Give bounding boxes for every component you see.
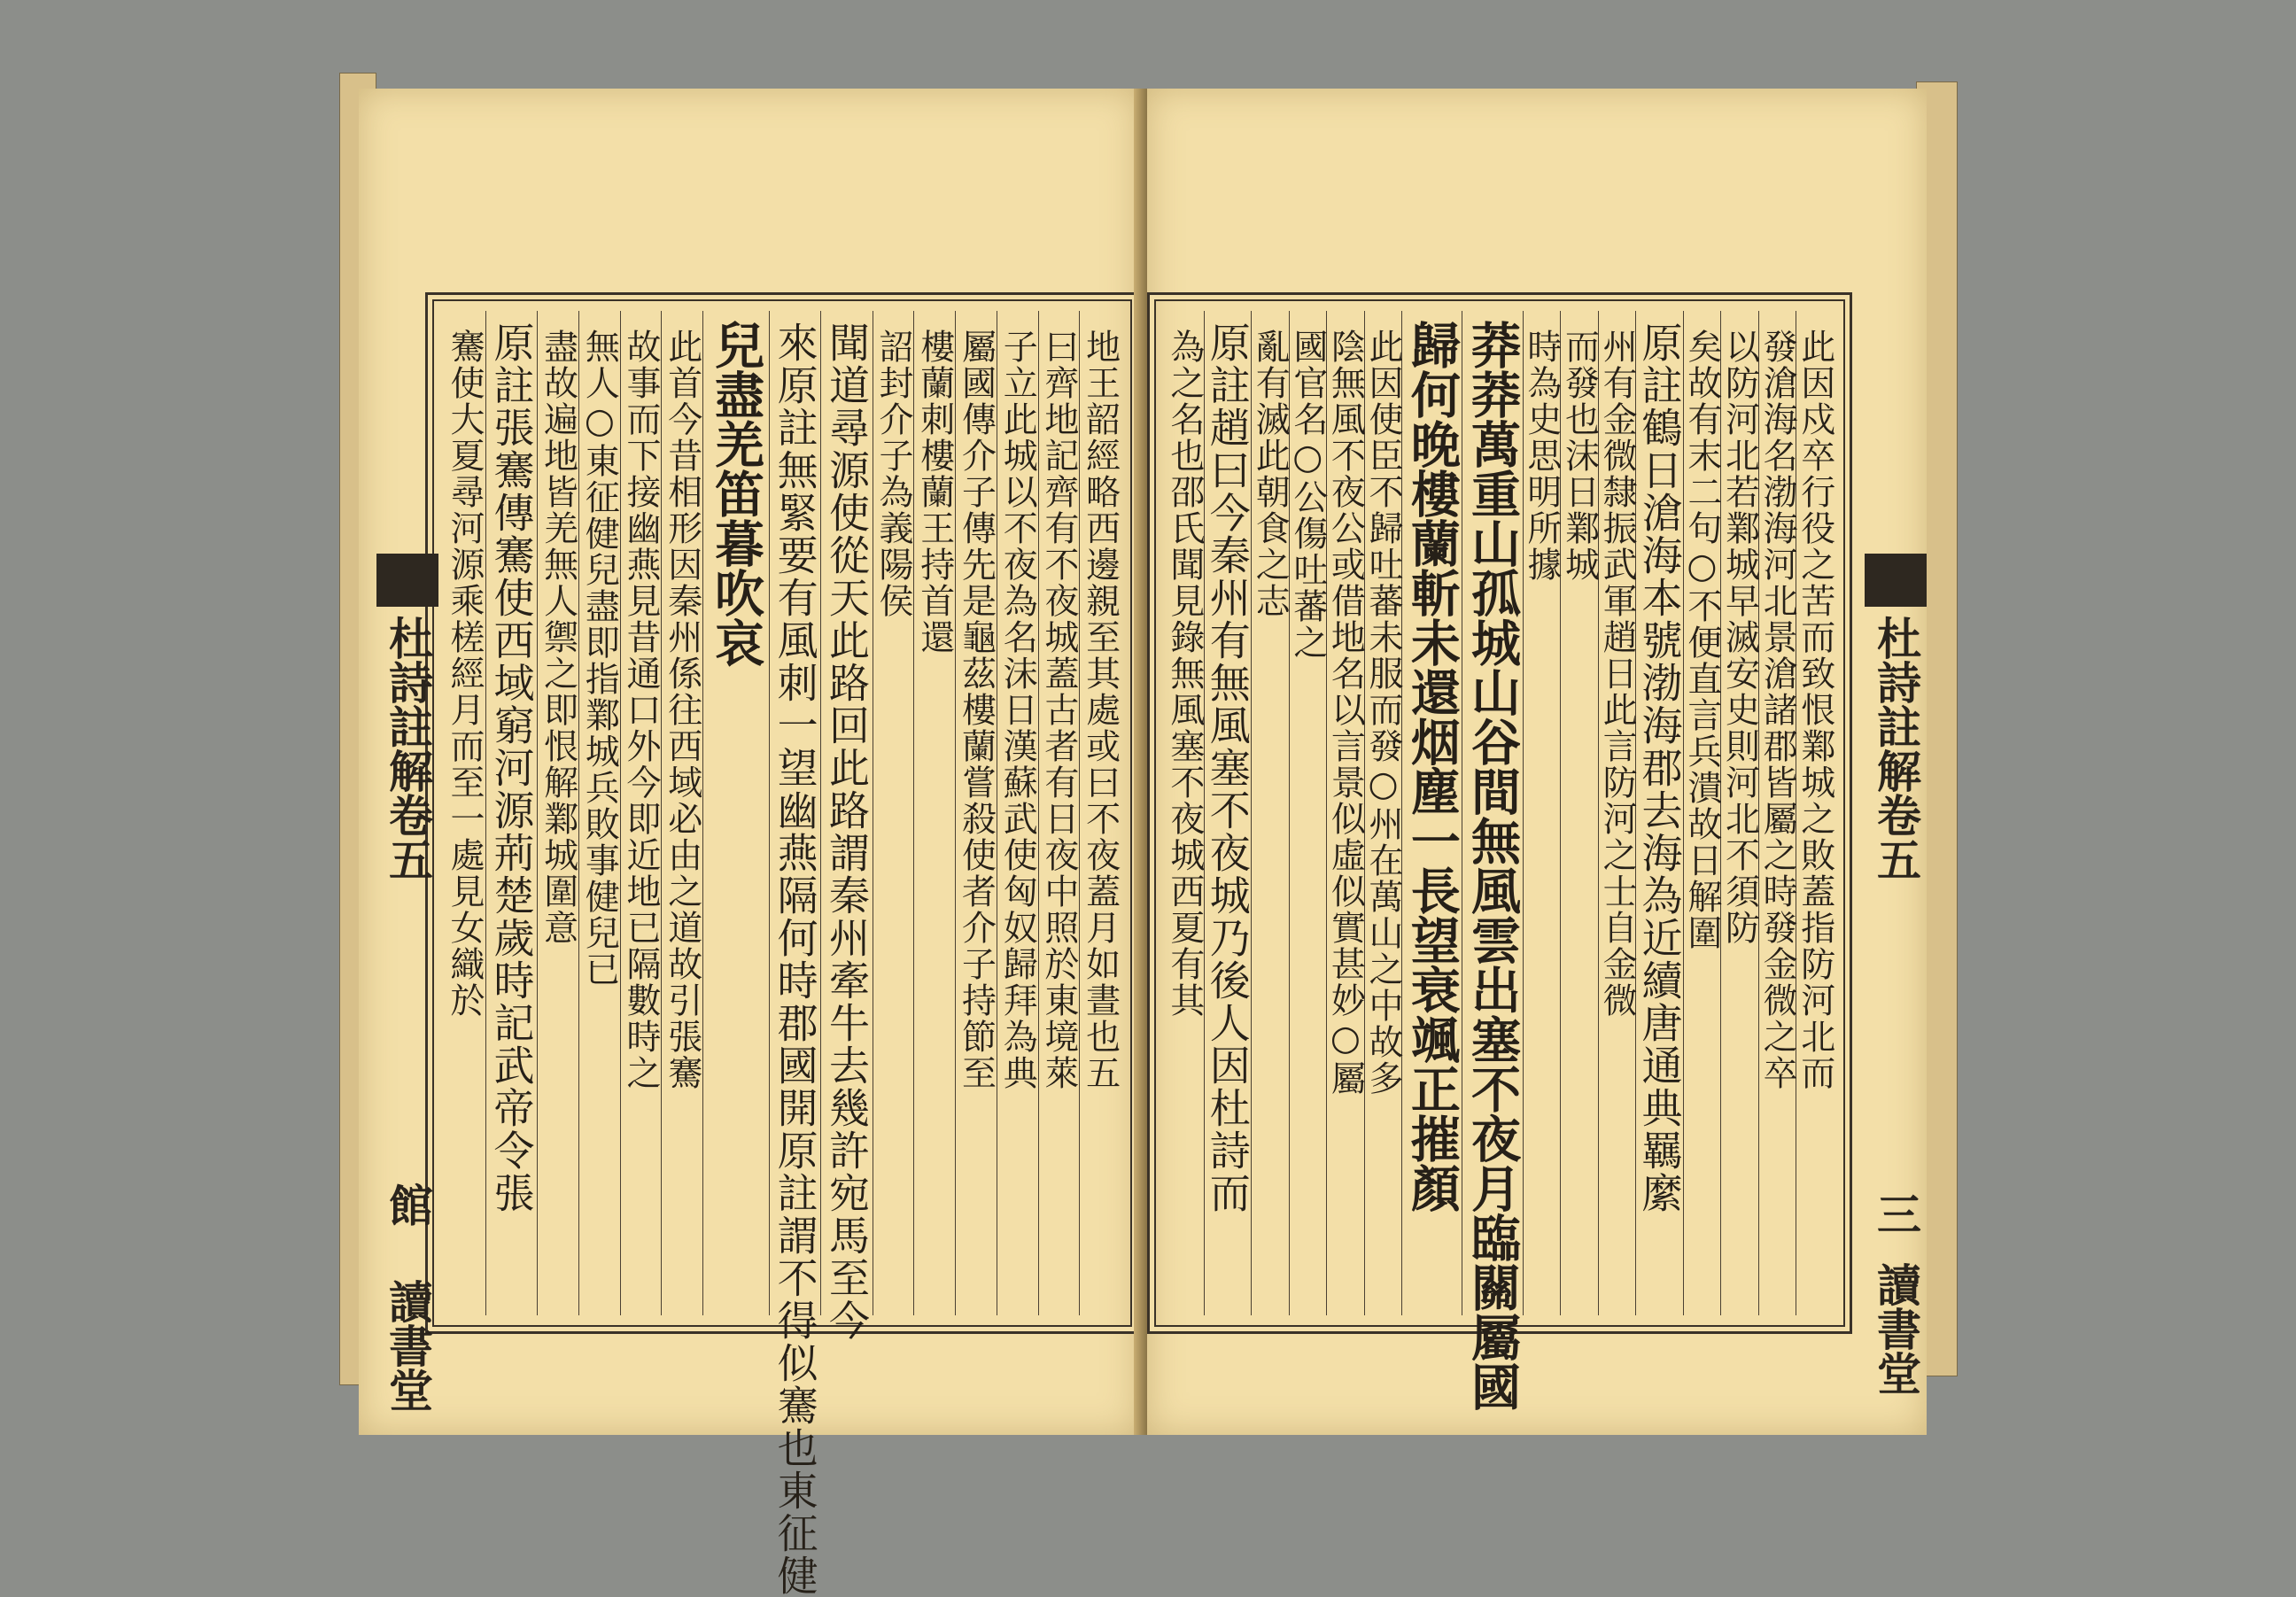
column-text: 為之名也邵氏聞見錄無風塞不夜城西夏有其	[1164, 329, 1205, 1019]
column-text: 州有金微隸振武軍趙日此言防河之士自金微	[1597, 329, 1638, 1019]
column-text: 而發也沫日鄴城	[1559, 329, 1600, 583]
left-page-column	[1079, 311, 1121, 1315]
column-text: 原註鶴日滄海本號渤海郡去海為近續唐通典羈縻	[1635, 322, 1684, 1214]
right-page-banner	[1865, 297, 1927, 1395]
left-page-column	[820, 311, 872, 1342]
left-page-column	[537, 311, 578, 1315]
left-publisher: 館 讀書堂	[382, 1182, 434, 1412]
column-text: 樓蘭刺樓蘭王持首還	[914, 329, 955, 655]
right-banner-title: 杜詩註解卷五	[1870, 616, 1922, 881]
right-page-column	[1796, 311, 1834, 1315]
right-page-column	[1326, 311, 1364, 1315]
column-text: 曰齊地記齊有不夜城蓋古者有日夜中照於東境萊	[1038, 329, 1079, 1091]
left-page-column	[1038, 311, 1080, 1315]
left-page-banner	[376, 297, 438, 1412]
right-page-column	[1401, 311, 1462, 1315]
column-text: 此因戍卒行役之苦而致恨鄴城之敗蓋指防河北而	[1795, 329, 1835, 1091]
left-page-column	[444, 311, 485, 1315]
column-text: 原註張騫傳騫使西域窮河源荊楚歲時記武帝令張	[487, 322, 536, 1214]
column-text: 詔封介子為義陽侯	[873, 329, 914, 619]
right-page-columns	[1164, 311, 1835, 1411]
column-text: 此因使臣不歸吐蕃未服而發○州在萬山之中故多	[1363, 329, 1403, 1097]
column-text: 莽莽萬重山孤城山谷間無風雲出塞不夜月臨關屬國	[1463, 320, 1523, 1411]
column-text: 矣故有末二句○不便直言兵潰故日解圍	[1681, 329, 1722, 951]
left-page-column	[997, 311, 1038, 1315]
right-page-column	[1166, 311, 1204, 1315]
left-page-column	[873, 311, 914, 1315]
left-page-column	[769, 311, 820, 1597]
right-page-column	[1598, 311, 1636, 1315]
right-publisher: 讀書堂	[1870, 1262, 1922, 1395]
right-page-column	[1683, 311, 1721, 1315]
column-text: 來原註無緊要有風刺一望幽燕隔何時郡國開原註謂不得似騫也東征健	[771, 322, 819, 1597]
right-page-column	[1204, 311, 1251, 1315]
right-page	[1147, 89, 1927, 1435]
column-text: 發滄海名渤海河北景滄諸郡皆屬之時發金微之卒	[1757, 329, 1798, 1091]
column-text: 盡故遍地皆羌無人禦之即恨解鄴城圍意	[538, 329, 578, 946]
column-text: 陰無風不夜公或借地名以言景似虛似實甚妙○屬	[1325, 329, 1366, 1097]
left-page-column	[620, 311, 662, 1315]
right-page-column	[1289, 311, 1327, 1315]
open-book	[350, 89, 1949, 1597]
column-text: 此首今昔相形因秦州係往西域必由之道故引張騫	[662, 329, 702, 1091]
column-text: 歸何晚樓蘭斬未還烟塵一長望衰颯正摧顏	[1402, 320, 1462, 1213]
left-page-column	[955, 311, 997, 1315]
fish-tail-mark	[376, 554, 438, 607]
right-page-column	[1758, 311, 1796, 1315]
left-page-column	[913, 311, 955, 1315]
left-page-column	[661, 311, 702, 1315]
column-text: 無人○東征健兒盡即指鄴城兵敗事健兒已	[579, 329, 620, 988]
left-page-column	[702, 311, 769, 1315]
left-page-column	[578, 311, 620, 1315]
column-text: 時為史思明所據	[1521, 329, 1562, 583]
column-text: 子立此城以不夜為名沫日漢蘇武使匈奴歸拜為典	[997, 329, 1038, 1091]
right-page-column	[1523, 311, 1561, 1315]
left-page-column	[485, 311, 537, 1315]
left-page-text-frame	[425, 292, 1139, 1597]
column-text: 騫使大夏尋河源乘槎經月而至一處見女織於	[444, 329, 485, 1019]
left-banner-title: 杜詩註解卷五	[382, 616, 434, 881]
right-page-column	[1364, 311, 1402, 1315]
column-text: 亂有滅此朝食之志	[1250, 329, 1291, 619]
right-page-column	[1635, 311, 1682, 1315]
right-page-text-frame	[1147, 292, 1852, 1411]
left-page	[359, 89, 1138, 1597]
column-text: 兒盡羌笛暮吹哀	[707, 320, 765, 667]
right-page-column	[1462, 311, 1523, 1411]
right-page-column	[1560, 311, 1598, 1315]
right-page-column	[1720, 311, 1758, 1315]
column-text: 以防河北若鄴城早滅安史則河北不須防	[1719, 329, 1760, 946]
column-text: 故事而下接幽燕見昔通口外今即近地已隔數時之	[621, 329, 662, 1091]
right-page-column	[1251, 311, 1289, 1315]
column-text: 聞道尋源使從天此路回此路謂秦州牽牛去幾許宛馬至今	[822, 322, 871, 1342]
left-page-columns	[444, 311, 1121, 1597]
column-text: 屬國傳介子傳先是龜茲樓蘭嘗殺使者介子持節至	[956, 329, 997, 1091]
fish-tail-mark	[1865, 554, 1927, 607]
column-text: 地王韶經略西邊親至其處或曰不夜蓋月如晝也五	[1080, 329, 1121, 1091]
column-text: 原註趙曰今秦州有無風塞不夜城乃後人因杜詩而	[1203, 322, 1252, 1214]
column-text: 國官名○公傷吐蕃之	[1287, 329, 1328, 661]
right-page-number: 三	[1870, 1191, 1922, 1236]
